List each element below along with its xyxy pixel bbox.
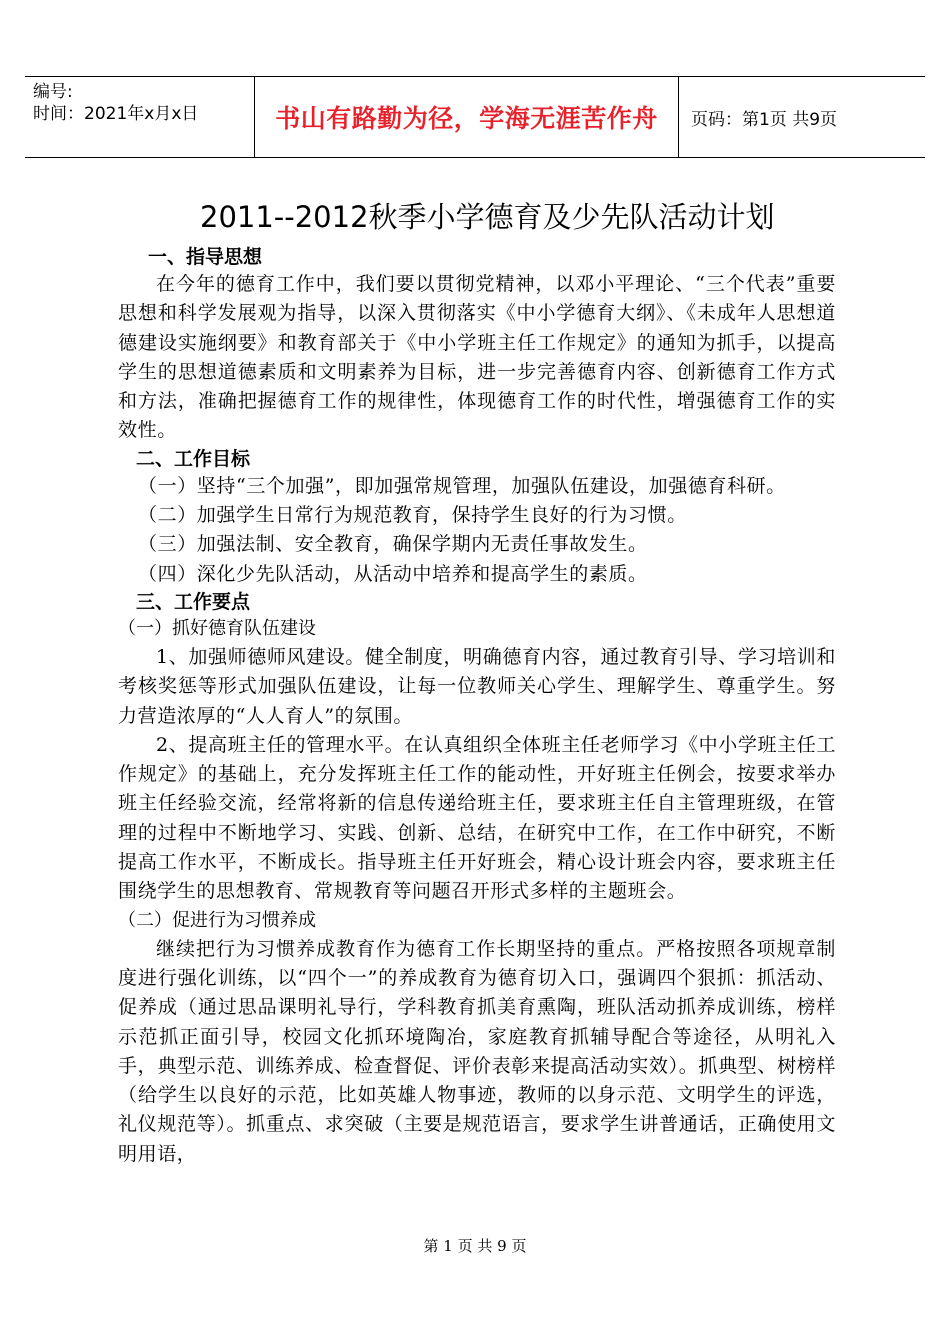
paragraph-guiding-ideology: 在今年的德育工作中，我们要以贯彻党精神，以邓小平理论、“三个代表”重要思想和科学发展观为指导，以深入贯彻落实《中小学德育大纲》、《未成年人思想道德建设实施纲要》和教育部关于《中小学班主任工作规定》的通知为抓手，以提高学生的思想道德素质和文明素养为目标，进一步完善德育内容、创新德育工作方式和方法，准确把握德育工作的规律性，体现德育工作的时代性，增强德育工作的实效性。 — [118, 273, 836, 442]
subsection-heading-habit-formation: （二）促进行为习惯养成 — [118, 909, 316, 931]
goal-item-3: （三）加强法制、安全教育，确保学期内无责任事故发生。 — [138, 533, 648, 556]
time-label: 时间：2021年x月x日 — [33, 104, 199, 124]
goal-item-2: （二）加强学生日常行为规范教育，保持学生良好的行为习惯。 — [138, 504, 687, 527]
document-header — [25, 76, 925, 158]
page-footer: 第 1 页 共 9 页 — [423, 1237, 527, 1255]
paragraph-habit-formation: 继续把行为习惯养成教育作为德育工作长期坚持的重点。严格按照各项规章制度进行强化训练，以“四个一”的养成教育为德育切入口，强调四个狠抓：抓活动、促养成（通过思品课明礼导行，学科教育抓美育熏陶，班队活动抓养成训练，榜样示范抓正面引导，校园文化抓环境陶冶，家庭教育抓辅导配合等途径，从明礼入手，典型示范、训练养成、检查督促、评价表彰来提高活动实效）。抓典型、树榜样（给学生以良好的示范，比如英雄人物事迹，教师的以身示范、文明学生的评选，礼仪规范等）。抓重点、求突破（主要是规范语言，要求学生讲普通话，正确使用文明用语， — [118, 937, 836, 1165]
header-motto: 书山有路勤为径，学海无涯苦作舟 — [254, 77, 679, 157]
header-page-info: 页码：第1页 共9页 — [691, 109, 838, 130]
paragraph-teacher-ethics: 1、加强师德师风建设。健全制度，明确德育内容，通过教育引导、学习培训和考核奖惩等形式加强队伍建设，让每一位教师关心学生、理解学生、尊重学生。努力营造浓厚的“人人育人”的氛围。 — [118, 645, 836, 727]
section-heading-work-points: 三、工作要点 — [136, 590, 251, 613]
section-heading-guiding-ideology: 一、指导思想 — [148, 246, 263, 268]
header-left-cell — [25, 77, 254, 157]
goal-item-4: （四）深化少先队活动，从活动中培养和提高学生的素质。 — [138, 562, 648, 585]
subsection-heading-team-building: （一）抓好德育队伍建设 — [118, 617, 316, 639]
number-label: 编号: — [33, 82, 73, 102]
document-body — [118, 244, 836, 1169]
document-title: 2011--2012秋季小学德育及少先队活动计划 — [200, 200, 775, 234]
paragraph-class-teacher-management: 2、提高班主任的管理水平。在认真组织全体班主任老师学习《中小学班主任工作规定》的基础上，充分发挥班主任工作的能动性，开好班主任例会，按要求举办班主任经验交流，经常将新的信息传递给班主任，要求班主任自主管理班级，在管理的过程中不断地学习、实践、创新、总结，在研究中工作，在工作中研究，不断提高工作水平，不断成长。指导班主任开好班会，精心设计班会内容，要求班主任围绕学生的思想教育、常规教育等问题召开形式多样的主题班会。 — [118, 733, 836, 903]
section-heading-work-goals: 二、工作目标 — [136, 447, 251, 470]
goal-item-1: （一）坚持“三个加强”，即加强常规管理，加强队伍建设，加强德育科研。 — [138, 474, 786, 497]
